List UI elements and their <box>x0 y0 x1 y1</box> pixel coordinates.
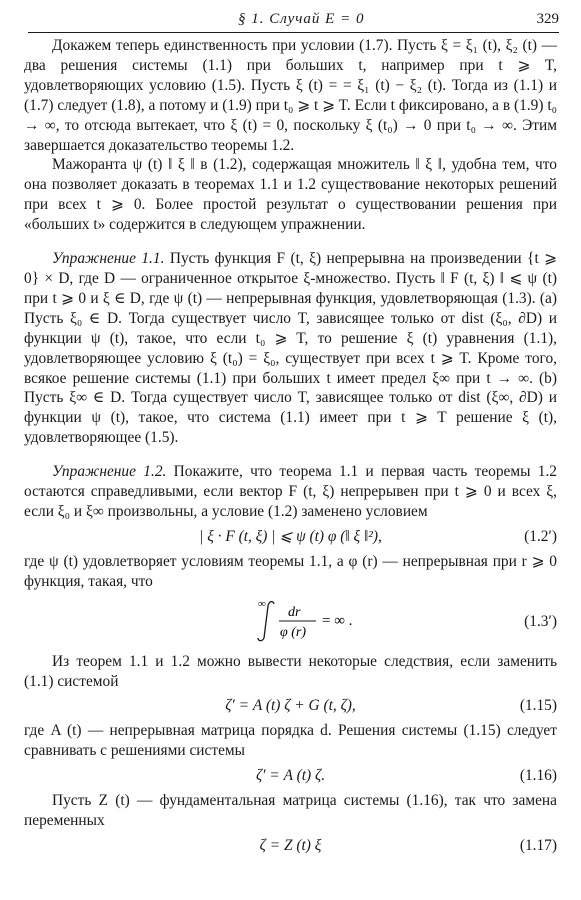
equation-formula: ζ′ = A (t) ζ + G (t, ζ), <box>225 697 356 715</box>
exercise-1-1 <box>24 249 557 448</box>
equation-1-3-prime <box>24 598 557 644</box>
running-title: § 1. Случай E = 0 <box>238 11 365 27</box>
equation-number: (1.2′) <box>524 527 557 545</box>
exercise-1-2-label: Упражнение 1.2. <box>52 463 167 481</box>
paragraph-fundamental-matrix: Пусть Z (t) — фундаментальная матрица системы (1.16), так что замена переменных <box>24 792 557 830</box>
integral-formula <box>252 598 362 644</box>
equation-number: (1.3′) <box>524 612 557 630</box>
equation-formula: ζ = Z (t) ξ <box>259 837 322 855</box>
equation-1-17 <box>24 836 557 856</box>
paragraph-psi-phi: где ψ (t) удовлетворяет условиям теоремы 1.1, а φ (r) — непрерывная при r ⩾ 0 функция, такая, что <box>24 552 557 590</box>
exercise-1-1-text: Пусть функция F (t, ξ) непрерывна на произведении {t ⩾ 0} × D, где D — ограниченное открытое ξ-множество. Пусть ‖ F (t, ξ) ‖ ⩽ ψ (t) при t ⩾ 0 и ξ ∈ D, где ψ (t) — непрерывная функция, удовлетворяющая (1.3). (a) Пусть ξ₀ ∈ D. Тогда существует число T, зависящее только от dist (ξ₀, ∂D) и функции ψ (t), такое, что если t₀ ⩾ T, то решение ξ (t) уравнения (1.1), удовлетворяющее условию ξ (t₀) = ξ₀, существует при всех t ⩾ T. Кроме того, всякое решение системы (1.1) при больших t имеет предел ξ∞ при t → ∞. (b) Пусть ξ∞ ∈ D. Тогда существует число T, зависящее только от dist (ξ∞, ∂D) и функции ψ (t), такое, что система (1.1) имеет при t ⩾ T решение ξ (t), удовлетворяющее (1.5). <box>24 250 558 447</box>
equation-formula: | ξ · F (t, ξ) | ⩽ ψ (t) φ (‖ ξ ‖²), <box>199 527 382 545</box>
paragraph-corollaries: Из теорем 1.1 и 1.2 можно вывести некоторые следствия, если заменить (1.1) системой <box>24 652 557 690</box>
running-header <box>28 8 559 33</box>
equation-1-2-prime <box>24 527 557 547</box>
paragraph-majorant: Мажоранта ψ (t) ‖ ξ ‖ в (1.2), содержащая множитель ‖ ξ ‖, удобна тем, что она позволяет доказать в теоремах 1.1 и 1.2 существование некоторых решений при всех t ⩾ 0. Более простой результат о существовании решения при «больших t» содержится в следующем упражнении. <box>24 156 557 234</box>
exercise-1-2-text: Покажите, что теорема 1.1 и первая часть теоремы 1.2 остаются справедливыми, если вектор F (t, ξ) непрерывен при t ⩾ 0 и всех ξ, если ξ₀ и ξ∞ произвольны, а условие (1.2) заменено условием <box>24 463 557 520</box>
equation-number: (1.17) <box>519 837 557 855</box>
integral-rhs: = ∞ . <box>322 612 353 629</box>
equation-formula: ζ′ = A (t) ζ. <box>255 767 326 785</box>
equation-number: (1.15) <box>519 697 557 715</box>
fraction-numerator: dr <box>288 604 301 620</box>
page-body <box>24 36 557 861</box>
paragraph-uniqueness-proof: Докажем теперь единственность при условии (1.7). Пусть ξ = ξ₁ (t), ξ₂ (t) — два решения системы (1.1) при больших t, например при t ⩾ T, удовлетворяющих условию (1.5). Пусть ξ (t) = = ξ₁ (t) − ξ₂ (t). Тогда из (1.1) и (1.7) следует (1.8), а потому и (1.9) при t₀ ⩾ t ⩾ T. Если t фиксировано, а в (1.9) t₀ → ∞, то отсюда вытекает, что ξ (t) = 0, поскольку ξ (t₀) → 0 при t₀ → ∞. Этим завершается доказательство теоремы 1.2. <box>24 37 557 154</box>
equation-number: (1.16) <box>519 767 557 785</box>
exercise-1-2 <box>24 462 557 522</box>
integral-upper-limit: ∞ <box>258 597 266 610</box>
page-number: 329 <box>536 11 559 27</box>
fraction-denominator: φ (r) <box>280 624 307 640</box>
exercise-1-1-label: Упражнение 1.1. <box>52 250 165 268</box>
paragraph-matrix-a: где A (t) — непрерывная матрица порядка d. Решения системы (1.15) следует сравнивать с решениями системы <box>24 722 557 760</box>
equation-1-15 <box>24 696 557 716</box>
equation-1-16 <box>24 766 557 786</box>
